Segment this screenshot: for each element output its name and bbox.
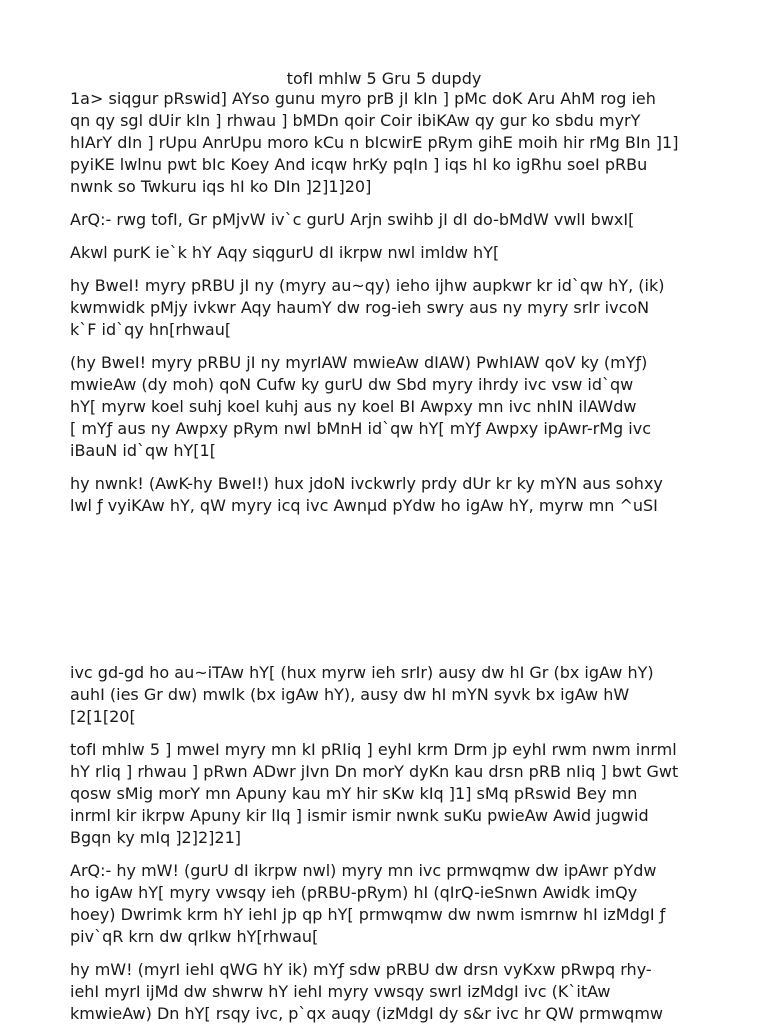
text-line: iBauN id`qw hY[1[ bbox=[70, 441, 216, 460]
text-line: (hy BweI! myry pRBU jI ny myrIAW mwieAw dIAW) PwhIAW qoV ky (mYƒ) bbox=[70, 353, 648, 372]
text-line: k`F id`qy hn[rhwau[ bbox=[70, 320, 232, 339]
text-line: nwnk so Twkuru iqs hI ko DIn ]2]1]20] bbox=[70, 177, 372, 196]
text-line: pyiKE lwlnu pwt bIc Koey And icqw hrKy pqIn ] iqs hI ko igRhu soeI pRBu bbox=[70, 155, 648, 174]
text-line: piv`qR krn dw qrIkw hY[rhwau[ bbox=[70, 927, 319, 946]
text-line: hY rIiq ] rhwau ] pRwn ADwr jIvn Dn morY dyKn kau drsn pRB nIiq ] bwt Gwt bbox=[70, 762, 679, 781]
text-line: [2[1[20[ bbox=[70, 707, 136, 726]
paragraph bbox=[70, 473, 698, 517]
text-line: mwieAw (dy moh) qoN Cufw ky gurU dw Sbd myry ihrdy ivc vsw id`qw bbox=[70, 375, 634, 394]
text-block-upper bbox=[70, 88, 698, 528]
paragraph bbox=[70, 959, 698, 1024]
paragraph bbox=[70, 88, 698, 198]
text-line: ivc gd-gd ho au~iTAw hY[ (hux myrw ieh srIr) ausy dw hI Gr (bx igAw hY) bbox=[70, 663, 654, 682]
text-line: ArQ:- hy mW! (gurU dI ikrpw nwl) myry mn ivc prmwqmw dw ipAwr pYdw bbox=[70, 861, 657, 880]
paragraph bbox=[70, 662, 698, 728]
paragraph bbox=[70, 860, 698, 948]
text-line: lwl ƒ vyiKAw hY, qW myry icq ivc Awnµd pYdw ho igAw hY, myrw mn ^uSI bbox=[70, 496, 658, 515]
text-line: iehI myrI ijMd dw shwrw hY iehI myry vwsqy swrI izMdgI ivc (K`itAw bbox=[70, 982, 611, 1001]
text-line: [ mYƒ aus ny Awpxy pRym nwl bMnH id`qw hY[ mYƒ Awpxy ipAwr-rMg ivc bbox=[70, 419, 652, 438]
text-line: hIArY dIn ] rUpu AnrUpu moro kCu n bIcwirE pRym gihE moih hir rMg BIn ]1] bbox=[70, 133, 679, 152]
text-line: ArQ:- rwg tofI, Gr pMjvW iv`c gurU Arjn swihb jI dI do-bMdW vwlI bwxI[ bbox=[70, 210, 635, 229]
text-line: tofI mhlw 5 ] mweI myry mn kI pRIiq ] eyhI krm Drm jp eyhI rwm nwm inrml bbox=[70, 740, 677, 759]
text-line: auhI (ies Gr dw) mwlk (bx igAw hY), ausy dw hI mYN syvk bx igAw hW bbox=[70, 685, 630, 704]
paragraph bbox=[70, 275, 698, 341]
text-line: qosw sMig morY mn Apuny kau mY hir sKw kIq ]1] sMq pRswid Bey mn bbox=[70, 784, 638, 803]
text-line: 1a> siqgur pRswid] AYso gunu myro prB jI kIn ] pMc doK Aru AhM rog ieh bbox=[70, 89, 656, 108]
text-line: Bgqn ky mIq ]2]2]21] bbox=[70, 828, 241, 847]
text-line: kmwieAw) Dn hY[ rsqy ivc, p`qx auqy (izMdgI dy s&r ivc hr QW prmwqmw bbox=[70, 1004, 664, 1023]
paragraph bbox=[70, 352, 698, 462]
text-line: hy nwnk! (AwK-hy BweI!) hux jdoN ivckwrly prdy dUr kr ky mYN aus sohxy bbox=[70, 474, 663, 493]
text-line: Akwl purK ie`k hY Aqy siqgurU dI ikrpw nwl imldw hY[ bbox=[70, 243, 500, 262]
paragraph bbox=[70, 242, 698, 264]
text-line: hy BweI! myry pRBU jI ny (myry au~qy) ieho ijhw aupkwr kr id`qw hY, (ik) bbox=[70, 276, 665, 295]
paragraph bbox=[70, 739, 698, 849]
text-line: inrml kir ikrpw Apuny kir lIq ] ismir ismir nwnk suKu pwieAw Awid jugwid bbox=[70, 806, 649, 825]
text-block-lower bbox=[70, 662, 698, 1024]
text-line: hoey) Dwrimk krm hY iehI jp qp hY[ prmwqmw dw nwm ismrnw hI izMdgI ƒ bbox=[70, 905, 666, 924]
text-line: hy mW! (myrI iehI qWG hY ik) mYƒ sdw pRBU dw drsn vyKxw pRwpq rhy- bbox=[70, 960, 652, 979]
text-line: ho igAw hY[ myry vwsqy ieh (pRBU-pRym) hI (qIrQ-ieSnwn Awidk imQy bbox=[70, 883, 638, 902]
page-title: tofI mhlw 5 Gru 5 dupdy bbox=[286, 69, 482, 88]
text-line: kwmwidk pMjy ivkwr Aqy haumY dw rog-ieh swry aus ny myry srIr ivcoN bbox=[70, 298, 650, 317]
text-line: qn qy sgl dUir kIn ] rhwau ] bMDn qoir Coir ibiKAw qy gur ko sbdu myrY bbox=[70, 111, 641, 130]
paragraph bbox=[70, 209, 698, 231]
text-line: hY[ myrw koel suhj koel kuhj aus ny koel BI Awpxy mn ivc nhIN ilAWdw bbox=[70, 397, 637, 416]
